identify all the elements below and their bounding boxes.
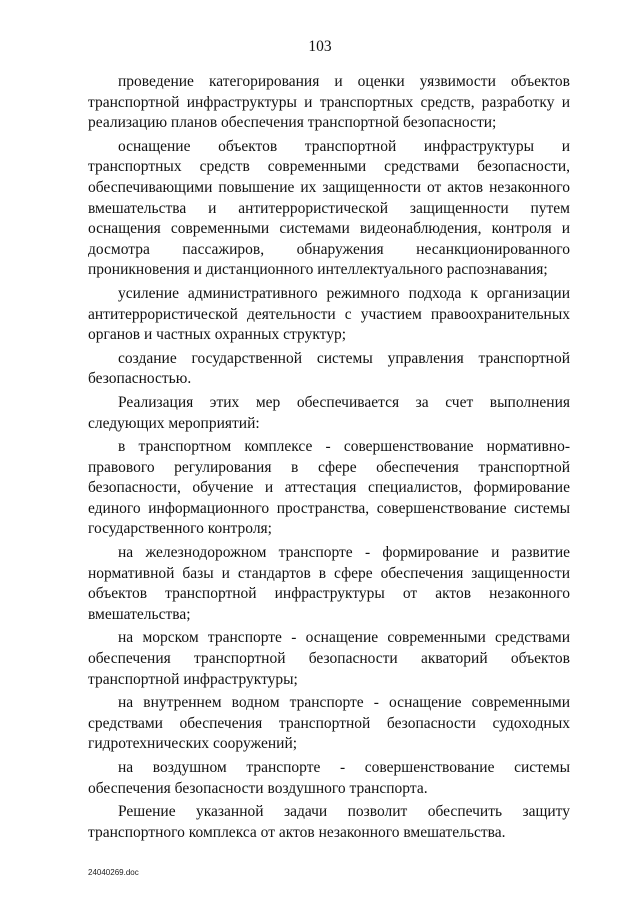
body-text xyxy=(88,72,570,843)
footer-filename: 24040269.doc xyxy=(88,868,139,877)
paragraph-maritime-transport: на морском транспорте - оснащение современными средствами обеспечения транспортной безопасности акваторий объектов транспортной инфраструктуры; xyxy=(88,629,570,688)
paragraph-task-solution: Решение указанной задачи позволит обеспечить защиту транспортного комплекса от актов незаконного вмешательства. xyxy=(88,803,570,841)
paragraph-categorization: проведение категорирования и оценки уязвимости объектов транспортной инфраструктуры и транспортных средств, разработку и реализацию планов обеспечения транспортной безопасности; xyxy=(88,73,570,132)
paragraph-state-system: создание государственной системы управления транспортной безопасностью. xyxy=(88,349,570,388)
paragraph-transport-complex: в транспортном комплексе - совершенствование нормативно-правового регулирования в сфере обеспечения транспортной безопасности, обучение и аттестация специалистов, формирование единого информационного пространства, совершенствование системы государственного контроля; xyxy=(88,438,570,538)
paragraph-inland-water-transport: на внутреннем водном транспорте - оснащение современными средствами обеспечения транспортной безопасности судоходных гидротехнических сооружений; xyxy=(88,694,570,753)
paragraph-equipment: оснащение объектов транспортной инфраструктуры и транспортных средств современными средствами безопасности, обеспечивающими повышение их защищенности от актов незаконного вмешательства и антитеррористической защищенности путем оснащения современными системами видеонаблюдения, контроля и досмотра пассажиров, обнаружения несанкционированного проникновения и дистанционного интеллектуального распознавания; xyxy=(88,137,570,279)
paragraph-air-transport: на воздушном транспорте - совершенствование системы обеспечения безопасности воздушного транспорта. xyxy=(88,759,570,797)
paragraph-administrative-regime: усиление административного режимного подхода к организации антитеррористической деятельности с участием правоохранительных органов и частных охранных структур; xyxy=(88,284,570,344)
paragraph-implementation-measures: Реализация этих мер обеспечивается за счет выполнения следующих мероприятий: xyxy=(88,393,570,432)
page-number: 103 xyxy=(308,38,332,55)
paragraph-railway-transport: на железнодорожном транспорте - формирование и развитие нормативной базы и стандартов в сфере обеспечения защищенности объектов транспортной инфраструктуры от актов незаконного вмешательства; xyxy=(88,544,570,623)
